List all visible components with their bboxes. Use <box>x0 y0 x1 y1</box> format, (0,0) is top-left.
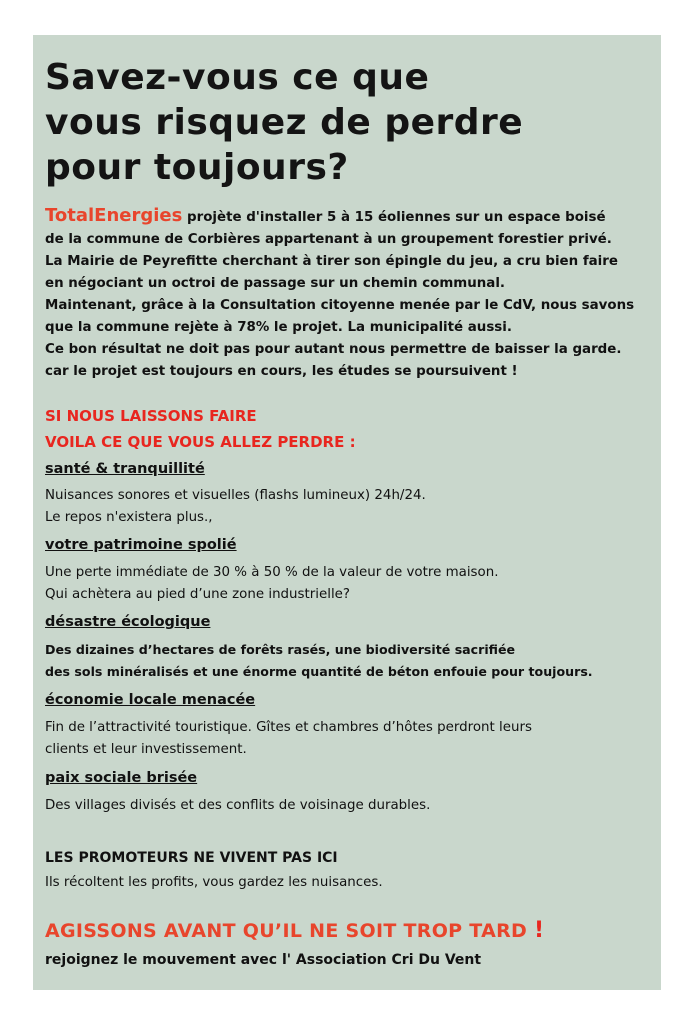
section-body-ecology <box>45 639 593 683</box>
intro-line: car le projet est toujours en cours, les études se poursuivent ! <box>45 364 518 379</box>
alert-line-1: SI NOUS LAISSONS FAIRE <box>45 407 257 425</box>
section-title-social: paix sociale brisée <box>45 770 198 786</box>
intro-paragraph <box>45 205 634 383</box>
section-line: clients et leur investissement. <box>45 742 247 757</box>
intro-line: Ce bon résultat ne doit pas pour autant nous permettre de baisser la garde. <box>45 342 622 357</box>
section-line: Qui achètera au pied d’une zone industrielle? <box>45 587 351 602</box>
section-line: Le repos n'existera plus., <box>45 510 213 525</box>
promoters-title: LES PROMOTEURS NE VIVENT PAS ICI <box>45 850 338 866</box>
promoters-body: Ils récoltent les profits, vous gardez les nuisances. <box>45 875 383 890</box>
section-line: des sols minéralisés et une énorme quantité de béton enfouie pour toujours. <box>45 664 593 679</box>
section-line: Nuisances sonores et visuelles (flashs lumineux) 24h/24. <box>45 488 426 503</box>
cta-text: AGISSONS AVANT QU’IL NE SOIT TROP TARD <box>45 920 528 942</box>
title-line-1: Savez-vous ce que <box>45 57 430 98</box>
intro-line: en négociant un octroi de passage sur un chemin communal. <box>45 276 506 291</box>
section-body-economy <box>45 717 532 761</box>
join-prefix: rejoignez le mouvement avec <box>45 952 278 968</box>
intro-line: de la commune de Corbières appartenant à un groupement forestier privé. <box>45 232 612 247</box>
flyer-title <box>45 55 523 190</box>
section-title-health: santé & tranquillité <box>45 461 205 477</box>
cta-exclamation: ! <box>534 918 545 943</box>
section-title-ecology: désastre écologique <box>45 614 211 630</box>
flyer-panel <box>33 35 661 990</box>
title-line-2: vous risquez de perdre <box>45 102 524 143</box>
section-line: Des dizaines d’hectares de forêts rasés, une biodiversité sacrifiée <box>45 642 516 657</box>
section-body-social <box>45 795 430 817</box>
join-line <box>45 952 481 968</box>
association-name: l' Association Cri Du Vent <box>277 952 482 968</box>
section-line: Fin de l’attractivité touristique. Gîtes et chambres d’hôtes perdront leurs <box>45 720 532 735</box>
section-line: Une perte immédiate de 30 % à 50 % de la valeur de votre maison. <box>45 565 499 580</box>
alert-line-2: VOILA CE QUE VOUS ALLEZ PERDRE : <box>45 433 356 451</box>
brand-name: TotalEnergies <box>45 205 183 226</box>
intro-line: Maintenant, grâce à la Consultation citoyenne menée par le CdV, nous savons <box>45 298 635 313</box>
intro-first-line-rest: projète d'installer 5 à 15 éoliennes sur un espace boisé <box>182 210 606 225</box>
call-to-action <box>45 918 544 943</box>
section-title-heritage: votre patrimoine spolié <box>45 537 237 553</box>
section-title-economy: économie locale menacée <box>45 692 256 708</box>
intro-line: que la commune rejète à 78% le projet. La municipalité aussi. <box>45 320 512 335</box>
intro-line-1 <box>45 205 634 229</box>
section-body-health <box>45 485 426 529</box>
intro-line: La Mairie de Peyrefitte cherchant à tirer son épingle du jeu, a cru bien faire <box>45 254 618 269</box>
section-body-heritage <box>45 562 498 606</box>
title-line-3: pour toujours? <box>45 147 349 188</box>
section-line: Des villages divisés et des conflits de voisinage durables. <box>45 798 431 813</box>
